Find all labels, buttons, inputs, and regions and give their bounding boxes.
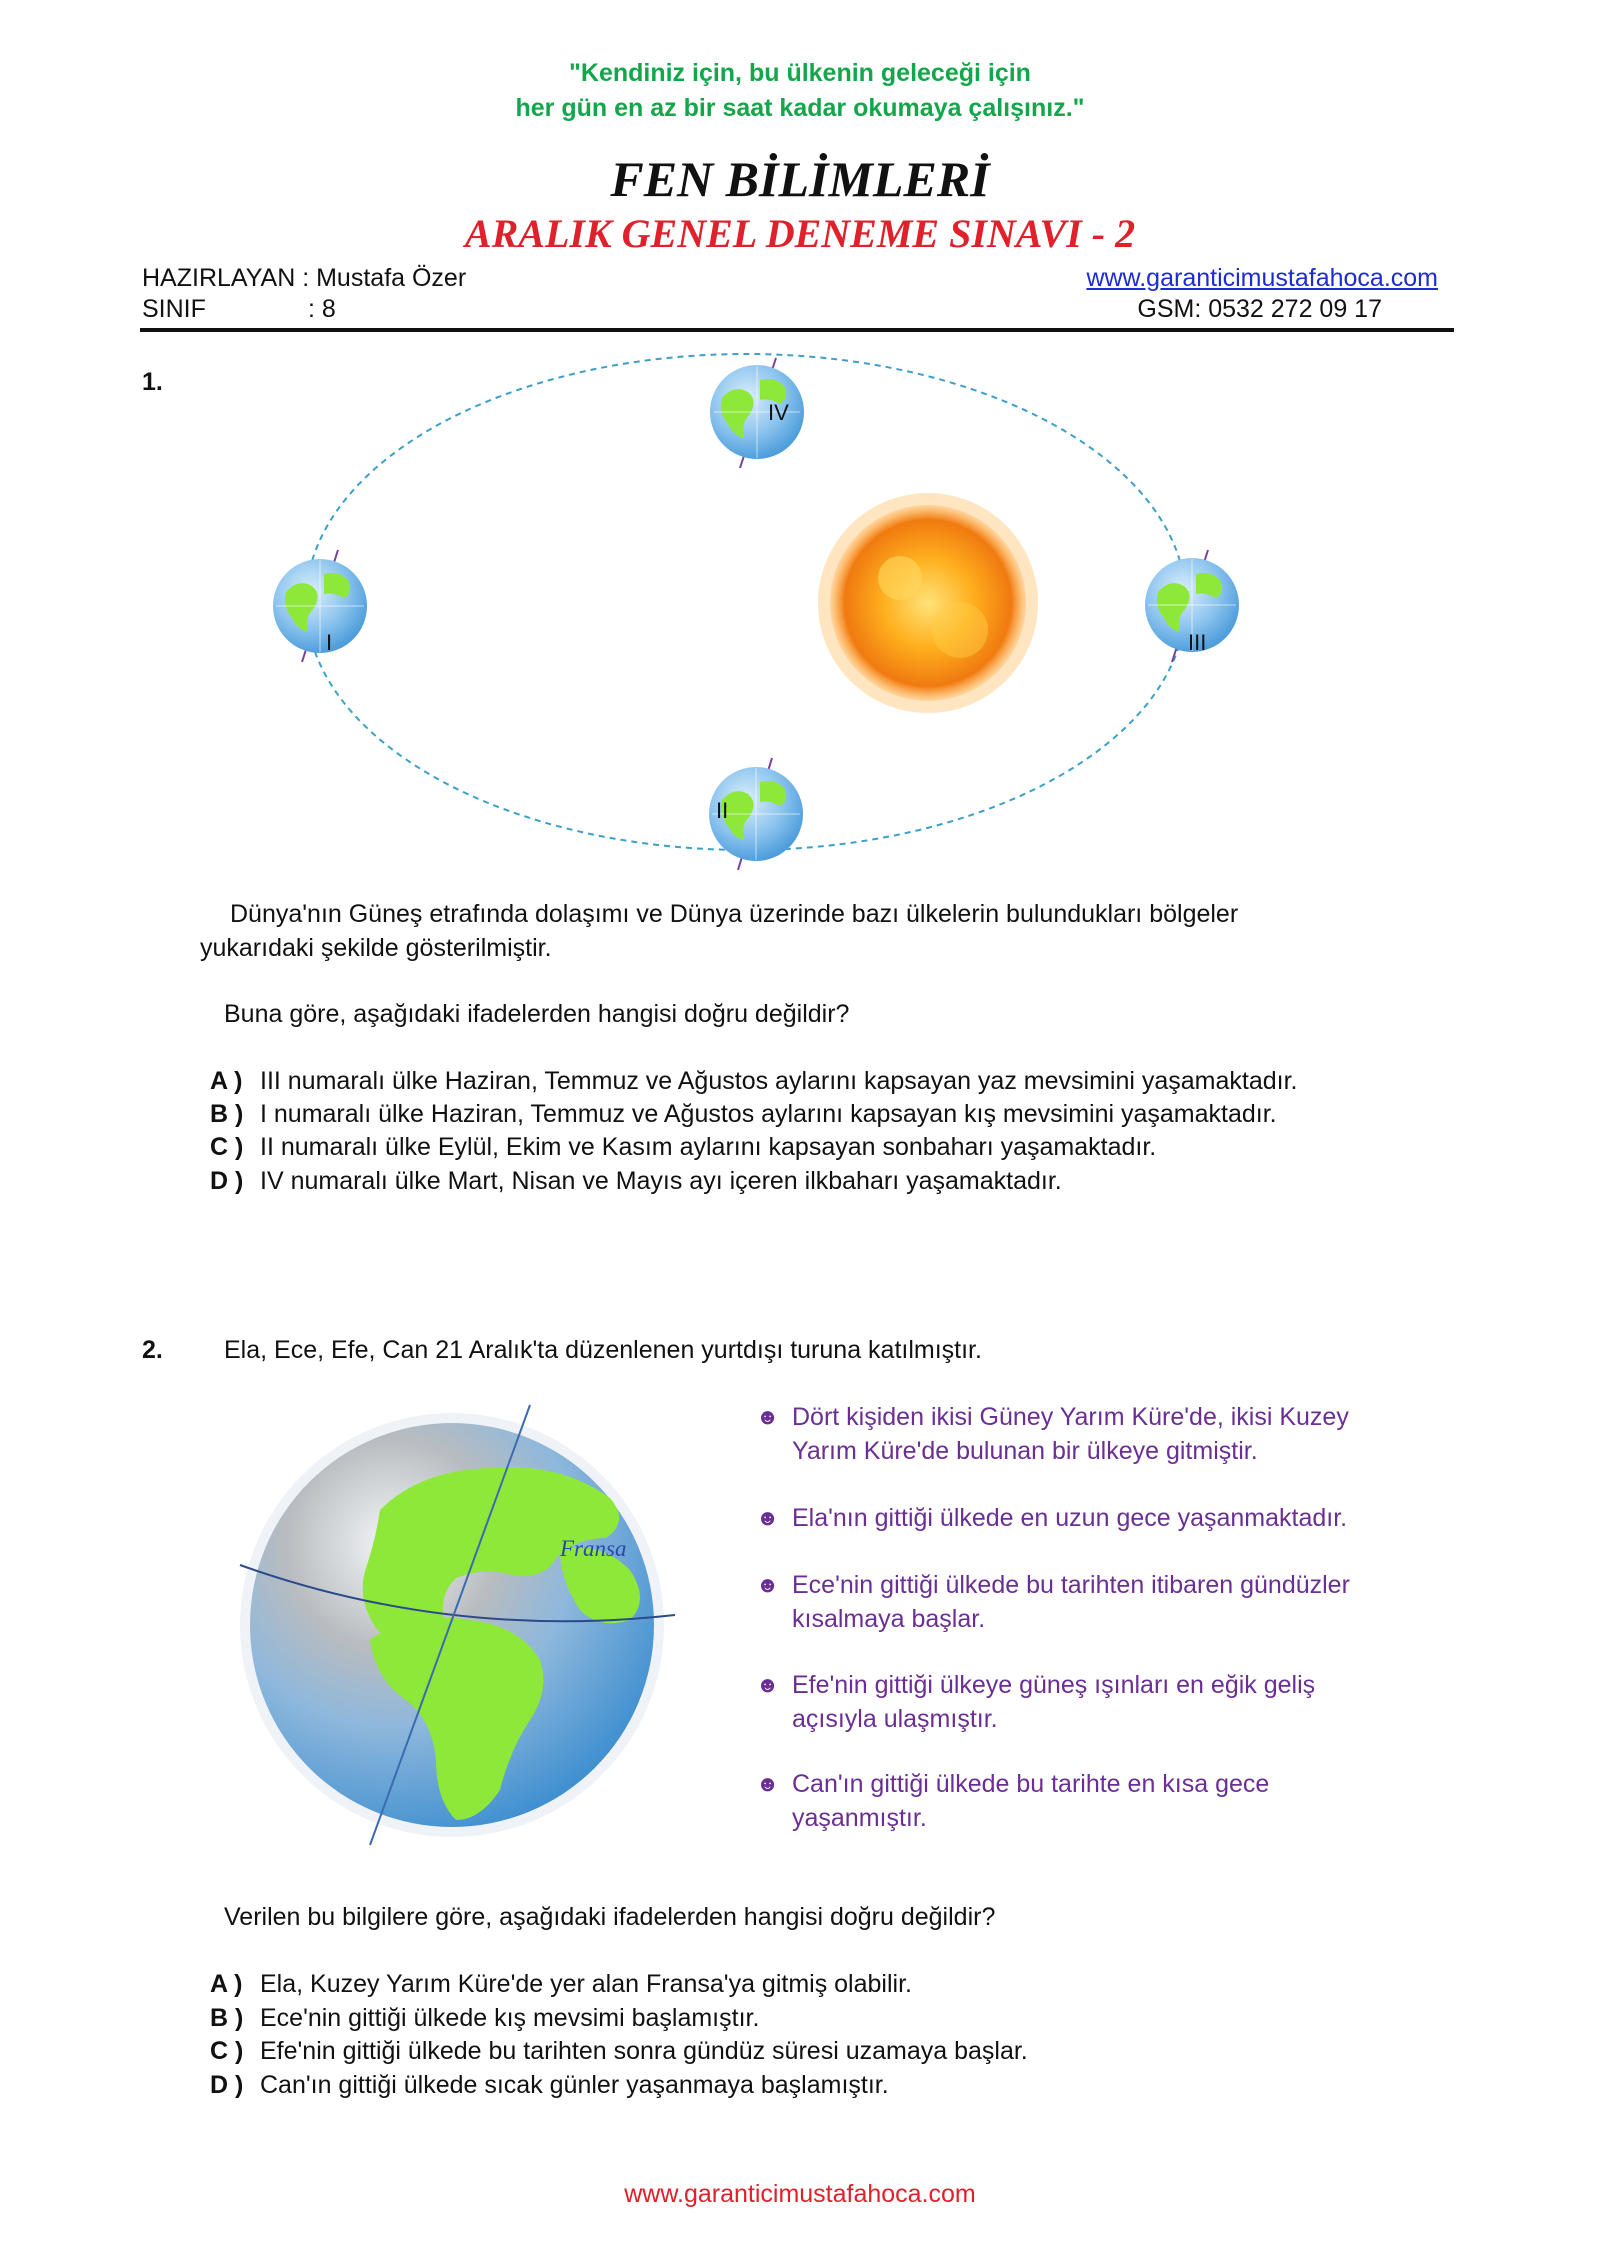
question-2-intro: Ela, Ece, Efe, Can 21 Aralık'ta düzenlenen yurtdışı turuna katılmıştır. xyxy=(224,1336,982,1364)
header-divider xyxy=(140,328,1454,332)
earth-orbit-figure xyxy=(0,350,1600,890)
bullet-5-line-2: yaşanmıştır. xyxy=(792,1804,927,1832)
question-2-prompt: Verilen bu bilgilere göre, aşağıdaki ifadelerden hangisi doğru değildir? xyxy=(224,1903,996,1931)
bullet-2 xyxy=(756,1501,1416,1535)
q1-option-b[interactable] xyxy=(210,1097,1277,1131)
label-ii: II xyxy=(716,798,729,823)
option-letter: D ) xyxy=(210,2071,244,2099)
q2-option-d[interactable] xyxy=(210,2068,889,2102)
bullet-3-line-2: kısalmaya başlar. xyxy=(792,1605,986,1633)
france-label: Fransa xyxy=(560,1536,627,1561)
author-label: HAZIRLAYAN : Mustafa Özer xyxy=(142,264,467,292)
smiley-icon: ☻ xyxy=(756,1672,780,1697)
bullet-3-line-1: Ece'nin gittiği ülkede bu tarihten itibaren gündüzler xyxy=(792,1571,1350,1599)
option-letter: A ) xyxy=(210,1067,243,1095)
bullet-5-line-1: Can'ın gittiği ülkede bu tarihte en kısa gece xyxy=(792,1770,1270,1798)
bullet-5 xyxy=(756,1767,1416,1835)
option-text: Can'ın gittiği ülkede sıcak günler yaşanmaya başlamıştır. xyxy=(260,2071,889,2099)
bullet-3 xyxy=(756,1568,1416,1636)
earth-globe-figure xyxy=(230,1400,710,1850)
earth-position-iii xyxy=(1145,550,1239,662)
question-2-number: 2. xyxy=(142,1336,163,1364)
option-text: IV numaralı ülke Mart, Nisan ve Mayıs ayı içeren ilkbaharı yaşamaktadır. xyxy=(260,1167,1062,1195)
question-1-text-line-2: yukarıdaki şekilde gösterilmiştir. xyxy=(200,934,552,962)
smiley-icon: ☻ xyxy=(756,1572,780,1597)
question-1-text-line-1: Dünya'nın Güneş etrafında dolaşımı ve Dünya üzerinde bazı ülkelerin bulundukları bölgeler xyxy=(230,900,1239,928)
motivation-quote xyxy=(0,56,1600,126)
exam-subtitle: ARALIK GENEL DENEME SINAVI - 2 xyxy=(464,211,1136,256)
page-title: FEN BİLİMLERİ xyxy=(610,151,990,207)
option-letter: D ) xyxy=(210,1167,244,1195)
option-text: I numaralı ülke Haziran, Temmuz ve Ağustos aylarını kapsayan kış mevsimini yaşamaktadır. xyxy=(260,1100,1277,1128)
smiley-icon: ☻ xyxy=(756,1771,780,1796)
option-letter: B ) xyxy=(210,2004,244,2032)
smiley-icon: ☻ xyxy=(756,1404,780,1429)
smiley-icon: ☻ xyxy=(756,1505,780,1530)
quote-line-1: "Kendiniz için, bu ülkenin geleceği için xyxy=(569,59,1031,87)
bullet-4-line-1: Efe'nin gittiği ülkeye güneş ışınları en eğik geliş xyxy=(792,1671,1316,1699)
q2-option-b[interactable] xyxy=(210,2001,759,2035)
earth-position-i xyxy=(273,550,367,662)
bullet-4-line-2: açısıyla ulaşmıştır. xyxy=(792,1705,998,1733)
option-text: Ela, Kuzey Yarım Küre'de yer alan Fransa'ya gitmiş olabilir. xyxy=(260,1970,912,1998)
website-link[interactable]: www.garanticimustafahoca.com xyxy=(1086,264,1438,292)
bullet-4 xyxy=(756,1668,1416,1736)
bullet-1-line-2: Yarım Küre'de bulunan bir ülkeye gitmiştir. xyxy=(792,1437,1258,1465)
bullet-1-line-1: Dört kişiden ikisi Güney Yarım Küre'de, ikisi Kuzey xyxy=(792,1403,1349,1431)
footer-website[interactable]: www.garanticimustafahoca.com xyxy=(624,2180,976,2208)
q2-option-c[interactable] xyxy=(210,2034,1028,2068)
earth-position-iv xyxy=(710,358,804,468)
q1-option-d[interactable] xyxy=(210,1164,1062,1198)
option-text: Efe'nin gittiği ülkede bu tarihten sonra gündüz süresi uzamaya başlar. xyxy=(260,2037,1028,2065)
option-letter: A ) xyxy=(210,1970,243,1998)
earth-position-ii xyxy=(709,758,803,870)
option-text: III numaralı ülke Haziran, Temmuz ve Ağustos aylarını kapsayan yaz mevsimini yaşamaktadır. xyxy=(260,1067,1298,1095)
option-text: Ece'nin gittiği ülkede kış mevsimi başlamıştır. xyxy=(260,2004,760,2032)
q2-option-a[interactable] xyxy=(210,1967,912,2001)
label-i: I xyxy=(326,630,333,655)
label-iii: III xyxy=(1188,630,1207,655)
bullet-1 xyxy=(756,1400,1416,1468)
q1-option-c[interactable] xyxy=(210,1130,1156,1164)
class-value: : 8 xyxy=(308,295,336,323)
sun xyxy=(818,493,1038,713)
option-text: II numaralı ülke Eylül, Ekim ve Kasım aylarını kapsayan sonbaharı yaşamaktadır. xyxy=(260,1133,1157,1161)
option-letter: B ) xyxy=(210,1100,244,1128)
option-letter: C ) xyxy=(210,1133,244,1161)
bullet-2-line-1: Ela'nın gittiği ülkede en uzun gece yaşanmaktadır. xyxy=(792,1504,1348,1532)
quote-line-2: her gün en az bir saat kadar okumaya çalışınız." xyxy=(515,94,1085,122)
question-1-prompt: Buna göre, aşağıdaki ifadelerden hangisi doğru değildir? xyxy=(224,1000,850,1028)
class-label: SINIF xyxy=(142,295,206,323)
option-letter: C ) xyxy=(210,2037,244,2065)
q1-option-a[interactable] xyxy=(210,1064,1297,1098)
question-1-number: 1. xyxy=(142,368,163,396)
phone-number: GSM: 0532 272 09 17 xyxy=(1137,295,1382,323)
label-iv: IV xyxy=(768,400,789,425)
